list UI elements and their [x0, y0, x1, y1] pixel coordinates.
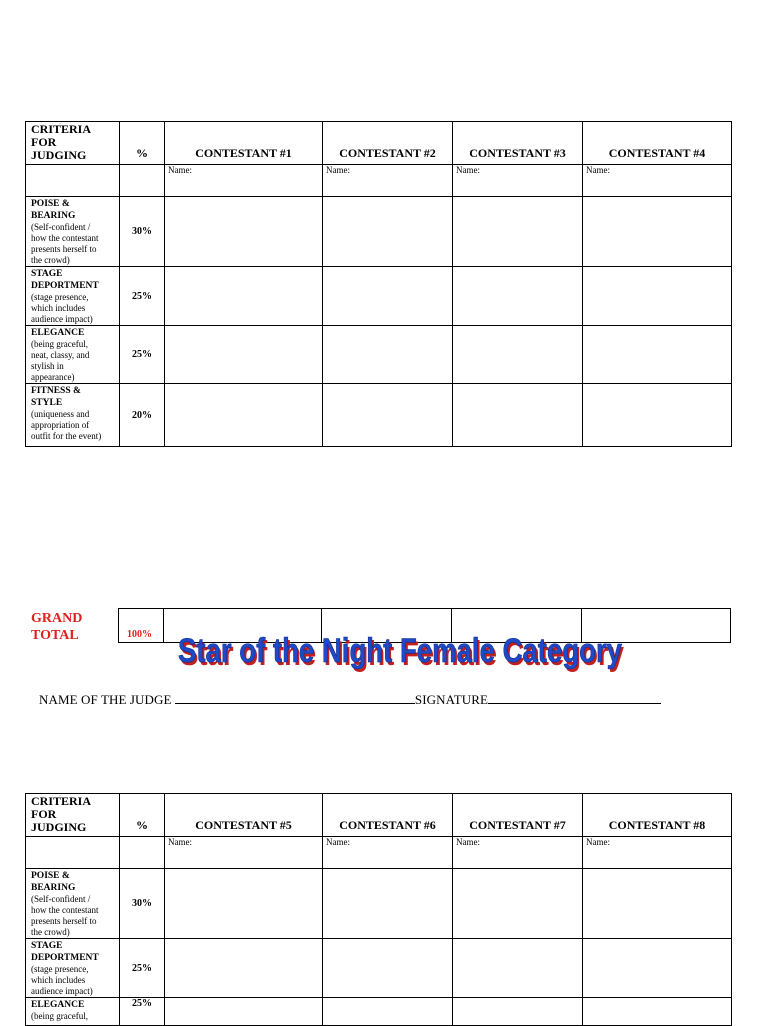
- criteria-row-stage: [26, 267, 732, 326]
- criteria-row-elegance: [26, 998, 732, 1026]
- name-field[interactable]: Name:: [165, 165, 323, 197]
- score-cell[interactable]: [323, 267, 453, 326]
- weight-cell: 20%: [120, 384, 165, 447]
- score-cell[interactable]: [453, 998, 583, 1026]
- contestant-header: CONTESTANT #5: [165, 794, 323, 837]
- name-row: [26, 165, 732, 197]
- criteria-header: CRITERIA FOR JUDGING: [26, 794, 120, 837]
- contestant-header: CONTESTANT #7: [453, 794, 583, 837]
- name-field[interactable]: Name:: [323, 837, 453, 869]
- name-field[interactable]: Name:: [583, 837, 732, 869]
- blank-cell: [120, 837, 165, 869]
- criteria-cell: STAGE DEPORTMENT (stage presence, which includes audience impact): [26, 939, 120, 998]
- banner-title-text: Star of the Night Female Category: [178, 632, 623, 670]
- criteria-row-fitness: [26, 384, 732, 447]
- criteria-row-stage: [26, 939, 732, 998]
- score-cell[interactable]: [165, 998, 323, 1026]
- name-field[interactable]: Name:: [453, 837, 583, 869]
- score-cell[interactable]: [453, 869, 583, 939]
- score-cell[interactable]: [583, 998, 732, 1026]
- score-cell[interactable]: [453, 939, 583, 998]
- score-cell[interactable]: [323, 197, 453, 267]
- score-cell[interactable]: [165, 869, 323, 939]
- criteria-row-elegance: [26, 326, 732, 384]
- weight-cell: 30%: [120, 197, 165, 267]
- score-cell[interactable]: [583, 869, 732, 939]
- criteria-row-poise: [26, 869, 732, 939]
- name-field[interactable]: Name:: [165, 837, 323, 869]
- weight-cell: 25%: [120, 998, 165, 1026]
- judge-name-field[interactable]: [175, 691, 415, 704]
- header-row: [26, 794, 732, 837]
- contestant-header: CONTESTANT #3: [453, 122, 583, 165]
- signature-label: SIGNATURE: [414, 692, 489, 707]
- contestant-header: CONTESTANT #8: [583, 794, 732, 837]
- blank-cell: [26, 165, 120, 197]
- name-field[interactable]: Name:: [583, 165, 732, 197]
- score-cell[interactable]: [583, 939, 732, 998]
- weight-cell: 25%: [120, 267, 165, 326]
- criteria-cell: POISE & BEARING (Self-confident / how the contestant presents herself to the crowd): [26, 869, 120, 939]
- banner-shadow-text: Star of the Night Female Category: [180, 635, 625, 672]
- score-cell[interactable]: [323, 939, 453, 998]
- score-cell[interactable]: [165, 267, 323, 326]
- contestant-header: CONTESTANT #4: [583, 122, 732, 165]
- name-row: [26, 837, 732, 869]
- weight-cell: 25%: [120, 939, 165, 998]
- score-cell[interactable]: [583, 267, 732, 326]
- score-cell[interactable]: [453, 384, 583, 447]
- score-cell[interactable]: [453, 197, 583, 267]
- contestant-header: CONTESTANT #2: [323, 122, 453, 165]
- criteria-row-poise: [26, 197, 732, 267]
- event-title-banner: [176, 624, 626, 672]
- grand-total-label: GRAND TOTAL: [31, 611, 83, 643]
- score-cell[interactable]: [453, 326, 583, 384]
- blank-cell: [26, 837, 120, 869]
- header-row: [26, 122, 732, 165]
- score-cell[interactable]: [583, 384, 732, 447]
- percent-header: %: [120, 122, 165, 165]
- score-cell[interactable]: [165, 384, 323, 447]
- criteria-cell: FITNESS & STYLE (uniqueness and appropriation of outfit for the event): [26, 384, 120, 447]
- score-cell[interactable]: [165, 197, 323, 267]
- score-cell[interactable]: [323, 384, 453, 447]
- judge-signature-line: [39, 691, 661, 708]
- score-cell[interactable]: [323, 998, 453, 1026]
- criteria-header: CRITERIA FOR JUDGING: [26, 122, 120, 165]
- contestant-header: CONTESTANT #6: [323, 794, 453, 837]
- percent-header: %: [120, 794, 165, 837]
- score-cell[interactable]: [165, 326, 323, 384]
- name-field[interactable]: Name:: [323, 165, 453, 197]
- criteria-cell: STAGE DEPORTMENT (stage presence, which includes audience impact): [26, 267, 120, 326]
- score-cell[interactable]: [165, 939, 323, 998]
- judge-label: NAME OF THE JUDGE: [39, 692, 172, 707]
- score-cell[interactable]: [323, 869, 453, 939]
- criteria-cell: ELEGANCE (being graceful, neat, classy, and stylish in appearance): [26, 326, 120, 384]
- name-field[interactable]: Name:: [453, 165, 583, 197]
- score-cell[interactable]: [323, 326, 453, 384]
- signature-field[interactable]: [488, 691, 661, 704]
- judging-table-2: [25, 793, 732, 1026]
- criteria-cell: ELEGANCE (being graceful,: [26, 998, 120, 1026]
- judging-table-1: [25, 121, 732, 447]
- blank-cell: [120, 165, 165, 197]
- score-cell[interactable]: [583, 197, 732, 267]
- criteria-cell: POISE & BEARING (Self-confident / how the contestant presents herself to the crowd): [26, 197, 120, 267]
- grand-total-percent: 100%: [127, 629, 152, 640]
- weight-cell: 30%: [120, 869, 165, 939]
- weight-cell: 25%: [120, 326, 165, 384]
- score-cell[interactable]: [583, 326, 732, 384]
- contestant-header: CONTESTANT #1: [165, 122, 323, 165]
- score-cell[interactable]: [453, 267, 583, 326]
